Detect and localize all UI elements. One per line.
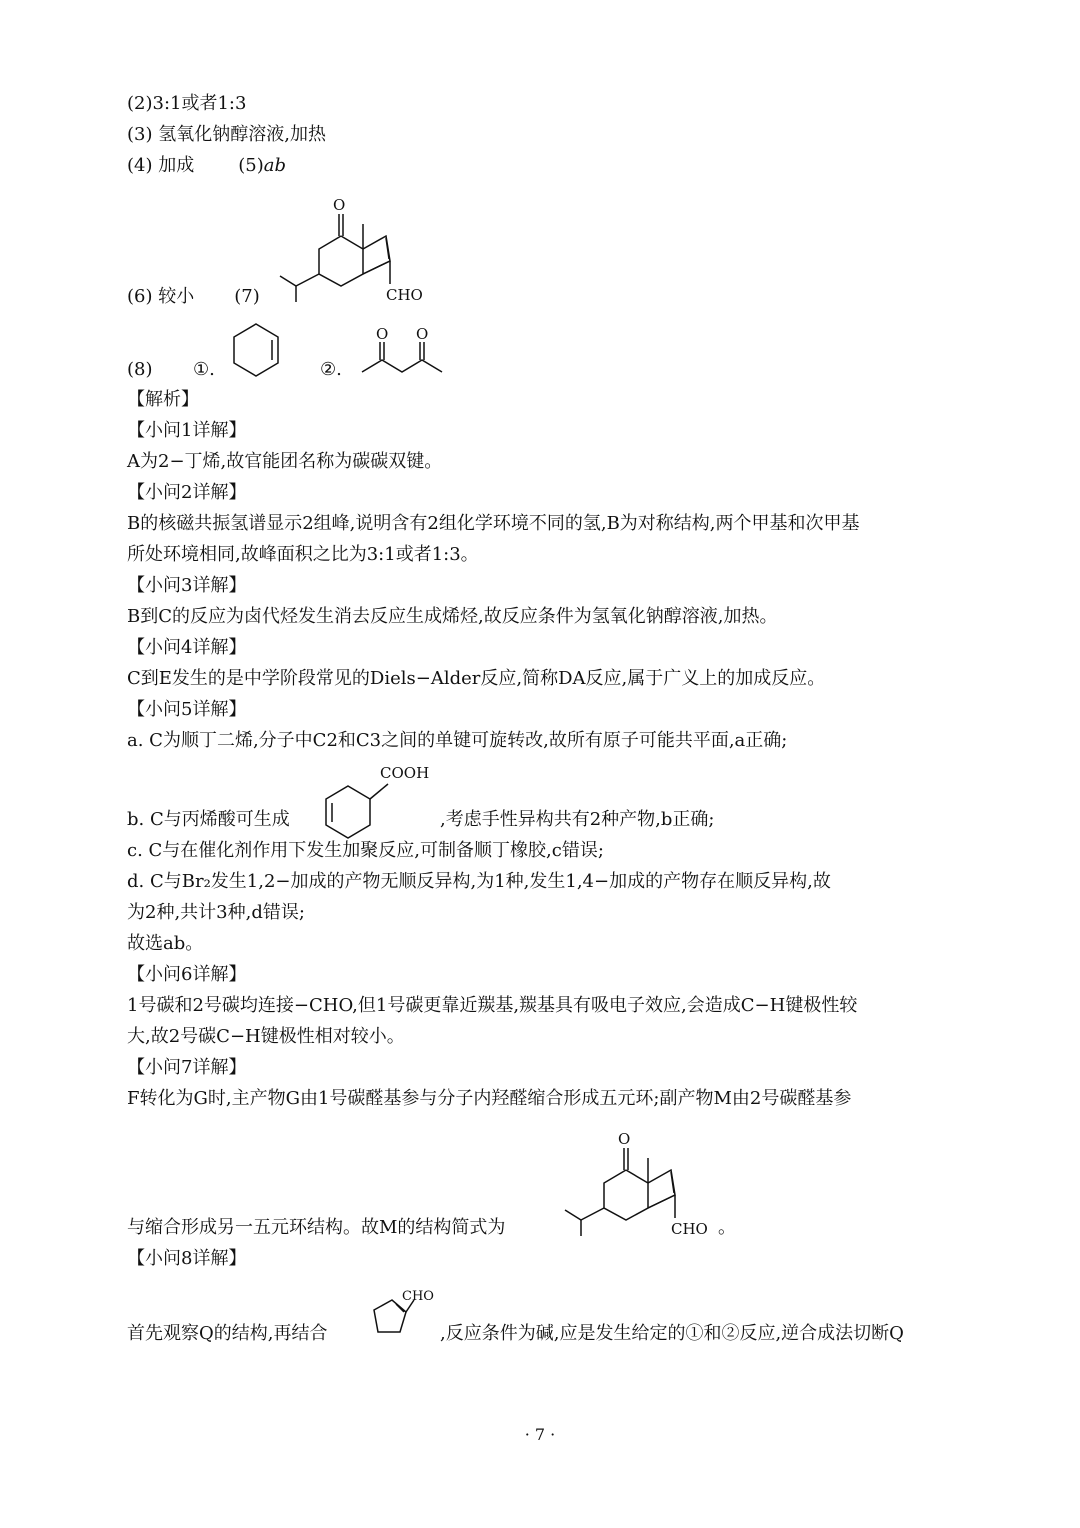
answer-5-value: ab <box>263 155 286 176</box>
q8-title: 【小问8详解】 <box>127 1248 247 1269</box>
cho-label: CHO <box>386 286 423 304</box>
q5-conclusion: 故选ab。 <box>127 933 204 954</box>
q6-line1: 1号碳和2号碳均连接−CHO,但1号碳更靠近羰基,羰基具有吸电子效应,会造成C−H键极性较 <box>127 995 858 1016</box>
q7-period: 。 <box>718 1217 736 1238</box>
answer-7: (7) <box>234 286 260 307</box>
answer-8-1-label: ①. <box>193 359 215 380</box>
oxygen-label: O <box>416 325 429 343</box>
structure-m <box>555 1120 725 1240</box>
q6-line2: 大,故2号碳C−H键极性相对较小。 <box>127 1026 405 1047</box>
page-number: · 7 · <box>524 1425 556 1444</box>
analysis-heading: 【解析】 <box>127 389 199 410</box>
q7-line1: F转化为G时,主产物G由1号碳醛基参与分子内羟醛缩合形成五元环;副产物M由2号碳醛基参 <box>127 1088 852 1109</box>
q1-text: A为2−丁烯,故官能团名称为碳碳双键。 <box>127 451 443 472</box>
cooh-label: COOH <box>380 764 430 782</box>
oxygen-label: O <box>376 325 389 343</box>
q3-text: B到C的反应为卤代烃发生消去反应生成烯烃,故反应条件为氢氧化钠醇溶液,加热。 <box>127 606 778 627</box>
acetylacetone-structure <box>360 326 460 382</box>
q5-title: 【小问5详解】 <box>127 699 247 720</box>
cyclohexene-structure <box>228 320 284 380</box>
cyclohexene-carboxylic-acid-structure <box>318 762 438 834</box>
structure-m-answer <box>270 186 440 306</box>
q8-pre: 首先观察Q的结构,再结合 <box>127 1323 328 1344</box>
q2-line2: 所处环境相同,故峰面积之比为3:1或者1:3。 <box>127 544 479 565</box>
q7-line2: 与缩合形成另一五元环结构。故M的结构简式为 <box>127 1217 506 1238</box>
oxygen-label: O <box>618 1130 631 1148</box>
answer-5-prefix: (5) <box>238 155 264 176</box>
q5-option-b-post: ,考虑手性异构共有2种产物,b正确; <box>440 809 715 830</box>
cho-label: CHO <box>671 1220 708 1238</box>
q5-option-a: a. C为顺丁二烯,分子中C2和C3之间的单键可旋转改,故所有原子可能共平面,a正确; <box>127 730 788 751</box>
q5-option-d-line1: d. C与Br₂发生1,2−加成的产物无顺反异构,为1种,发生1,4−加成的产物存在顺反异构,故 <box>127 871 831 892</box>
q2-title: 【小问2详解】 <box>127 482 247 503</box>
q4-title: 【小问4详解】 <box>127 637 247 658</box>
q5-option-b-pre: b. C与丙烯酸可生成 <box>127 809 290 830</box>
answer-8-label: (8) <box>127 359 153 380</box>
q6-title: 【小问6详解】 <box>127 964 247 985</box>
q5-option-d-line2: 为2种,共计3种,d错误; <box>127 902 305 923</box>
q7-title: 【小问7详解】 <box>127 1057 247 1078</box>
answer-6-7 <box>127 285 260 309</box>
answer-3: (3) 氢氧化钠醇溶液,加热 <box>127 124 326 145</box>
q5-option-c: c. C与在催化剂作用下发生加聚反应,可制备顺丁橡胶,c错误; <box>127 840 604 861</box>
answer-8-2-label: ②. <box>320 359 342 380</box>
q8-post: ,反应条件为碱,应是发生给定的①和②反应,逆合成法切断Q <box>440 1323 904 1344</box>
oxygen-label: O <box>333 196 346 214</box>
answer-4: (4) 加成 <box>127 155 195 176</box>
q3-title: 【小问3详解】 <box>127 575 247 596</box>
answer-6: (6) 较小 <box>127 286 195 307</box>
answer-4-5 <box>127 154 286 178</box>
answer-2: (2)3:1或者1:3 <box>127 93 247 114</box>
cyclopentene-aldehyde-structure <box>362 1288 442 1344</box>
q1-title: 【小问1详解】 <box>127 420 247 441</box>
q4-text: C到E发生的是中学阶段常见的Diels−Alder反应,简称DA反应,属于广义上的加成反应。 <box>127 668 826 689</box>
cho-label: CHO <box>402 1289 434 1304</box>
q2-line1: B的核磁共振氢谱显示2组峰,说明含有2组化学环境不同的氢,B为对称结构,两个甲基和次甲基 <box>127 513 860 534</box>
